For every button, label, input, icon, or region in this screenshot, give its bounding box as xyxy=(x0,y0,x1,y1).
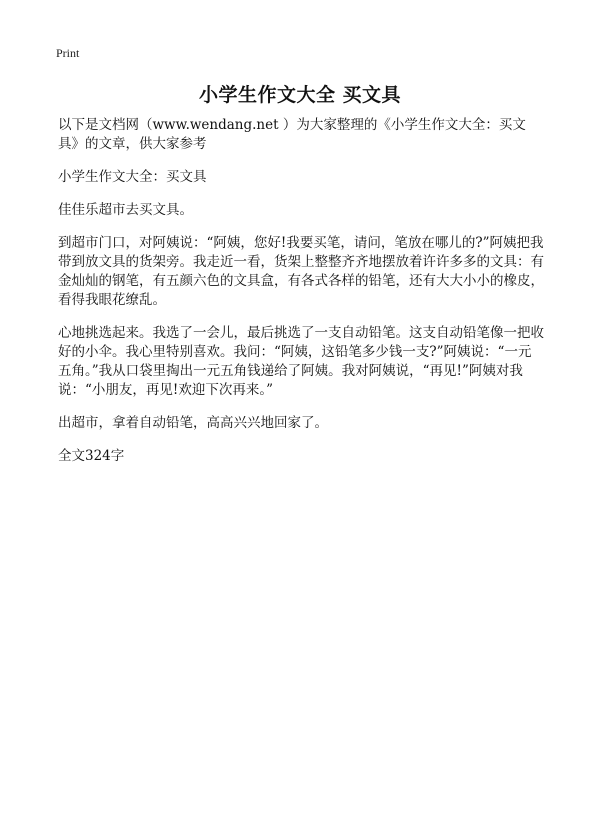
body-paragraph: 到超市门口，对阿姨说：“阿姨，您好!我要买笔，请问，笔放在哪儿的?”阿姨把我带到放文具的货架旁。我走近一看，货架上整整齐齐地摆放着许许多多的文具：有金灿灿的钢笔，有五颜六色的文具盒，有各式各样的铅笔，还有大大小小的橡皮，看得我眼花缭乱。 xyxy=(58,235,544,308)
document-body xyxy=(58,116,544,480)
body-paragraph: 心地挑选起来。我选了一会儿，最后挑选了一支自动铅笔。这支自动铅笔像一把收好的小伞。我心里特别喜欢。我问：“阿姨，这铅笔多少钱一支?”阿姨说：“一元五角。”我从口袋里掏出一元五角钱递给了阿姨。我对阿姨说，“再见!”阿姨对我说：“小朋友，再见!欢迎下次再来。” xyxy=(58,325,544,398)
word-count: 全文324字 xyxy=(58,448,125,464)
subtitle-paragraph: 小学生作文大全：买文具 xyxy=(58,169,207,185)
intro-paragraph: 以下是文档网（www.wendang.net ）为大家整理的《小学生作文大全：买文具》的文章，供大家参考 xyxy=(58,117,526,152)
print-label: Print xyxy=(56,46,80,60)
body-paragraph: 佳佳乐超市去买文具。 xyxy=(58,202,193,218)
document-title: 小学生作文大全 买文具 xyxy=(198,84,402,106)
body-paragraph: 出超市，拿着自动铅笔，高高兴兴地回家了。 xyxy=(58,415,328,431)
